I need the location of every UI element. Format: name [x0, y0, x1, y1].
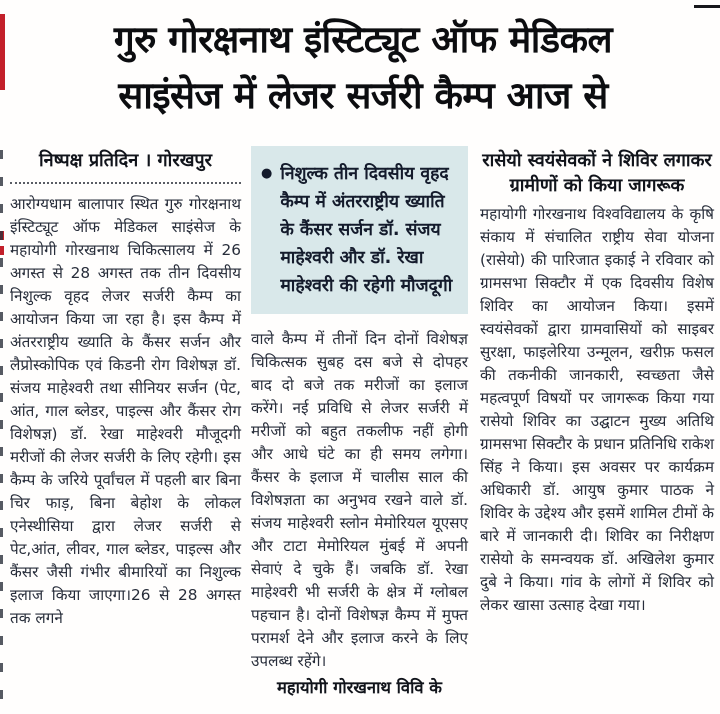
- red-edge-mark: [0, 14, 5, 90]
- highlight-box: [251, 146, 468, 314]
- column-right: [480, 146, 714, 617]
- bullet-icon: ●: [261, 166, 273, 181]
- headline-line1: गुरु गोरक्षनाथ इंस्टिट्यूट ऑफ मेडिकल: [113, 18, 613, 61]
- middle-body-text: वाले कैम्प में तीनों दिन दोनों विशेषज्ञ चिकित्सक सुबह दस बजे से दोपहर बाद दो बजे तक मरीजों का इलाज करेंगे। नई प्रविधि से लेजर सर्जरी में मरीजों को बहुत तकलीफ नहीं होगी और आधे घंटे का ही समय लगेगा। कैंसर के इलाज में चालीस साल की विशेषज्ञता का अनुभव रखने वाले डॉ. संजय माहेश्वरी स्लोन मेमोरियल यूएसए और टाटा मेमोरियल मुंबई में अपनी सेवाएं दे चुके हैं। जबकि डॉ. रेखा माहेश्वरी भी सर्जरी के क्षेत्र में ग्लोबल पहचान है। दोनों विशेषज्ञ कैम्प में मुफ्त परामर्श देने और इलाज करने के लिए उपलब्ध रहेंगे।: [251, 330, 468, 670]
- dotted-divider: [10, 182, 241, 184]
- headline: [10, 12, 716, 124]
- headline-line2: साइंसेज में लेजर सर्जरी कैम्प आज से: [118, 74, 608, 117]
- column-middle: [251, 146, 468, 700]
- right-column-heading: रासेयो स्वयंसेवकों ने शिविर लगाकर ग्रामीणों को किया जागरूक: [482, 150, 712, 196]
- masthead-dateline: निष्पक्ष प्रतिदिन । गोरखपुर: [38, 150, 213, 171]
- clipping-edge-marks: [0, 150, 3, 706]
- right-body-text: महायोगी गोरखनाथ विश्वविद्यालय के कृषि संकाय में संचालित राष्ट्रीय सेवा योजना (रासेयो) की पारिजात इकाई ने रविवार को ग्रामसभा सिक्टौर में एक दिवसीय विशेष शिविर का आयोजन किया। इसमें स्वयंसेवकों द्वारा ग्रामवासियों को साइबर सुरक्षा, फाइलेरिया उन्मूलन, खरीफ़ फसल की तकनीकी जानकारी, स्वच्छता जैसे महत्वपूर्ण विषयों पर जागरूक किया गया रासेयो शिविर का उद्घाटन मुख्य अतिथि ग्रामसभा सिक्टौर के प्रधान प्रतिनिधि राकेश सिंह ने किया। इस अवसर पर कार्यक्रम अधिकारी डॉ. आयुष कुमार पाठक ने शिविर के उद्देश्य और इसमें शामिल टीमों के बारे में जानकारी दी। शिविर का निरीक्षण रासेयो के समन्वयक डॉ. अखिलेश कुमार दुबे ने किया। गांव के लोगों में शिविर को लेकर खासा उत्साह देखा गया।: [480, 205, 714, 614]
- highlight-box-text: निशुल्क तीन दिवसीय वृहद कैम्प में अंतरराष्ट्रीय ख्याति के कैंसर सर्जन डॉ. संजय माहेश्वरी और डॉ. रेखा माहेश्वरी की रहेगी मौजदूगी: [280, 164, 453, 296]
- left-body-text: आरोग्यधाम बालापार स्थित गुरु गोरक्षनाथ इंस्टिट्यूट ऑफ मेडिकल साइंसेज के महायोगी गोरखनाथ चिकित्सालय में 26 अगस्त से 28 अगस्त तक तीन दिवसीय निशुल्क वृहद लेजर सर्जरी कैम्प का आयोजन किया जा रहा है। इस कैम्प में अंतरराष्ट्रीय ख्याति के कैंसर सर्जन और लैप्रोस्कोपिक एवं किडनी रोग विशेषज्ञ डॉ. संजय माहेश्वरी तथा सीनियर सर्जन (पेट, आंत, गाल ब्लेडर, पाइल्स और कैंसर रोग विशेषज्ञ) डॉ. रेखा माहेश्वरी मौजूदगी मरीजों की लेजर सर्जरी के लिए रहेगी। इस कैम्प के जरिये पूर्वांचल में पहली बार बिना चिर फाड़, बिना बेहोश के लोकल एनेस्थीसिया द्वारा लेजर सर्जरी से पेट,आंत, लीवर, गाल ब्लेडर, पाइल्स और कैंसर जैसी गंभीर बीमारियों का निशुल्क इलाज किया जाएगा।26 से 28 अगस्त तक लगने: [10, 195, 241, 627]
- continuation-heading: महायोगी गोरखनाथ विवि के: [277, 678, 442, 697]
- top-corner-rule: [694, 5, 720, 8]
- column-left: [10, 146, 241, 630]
